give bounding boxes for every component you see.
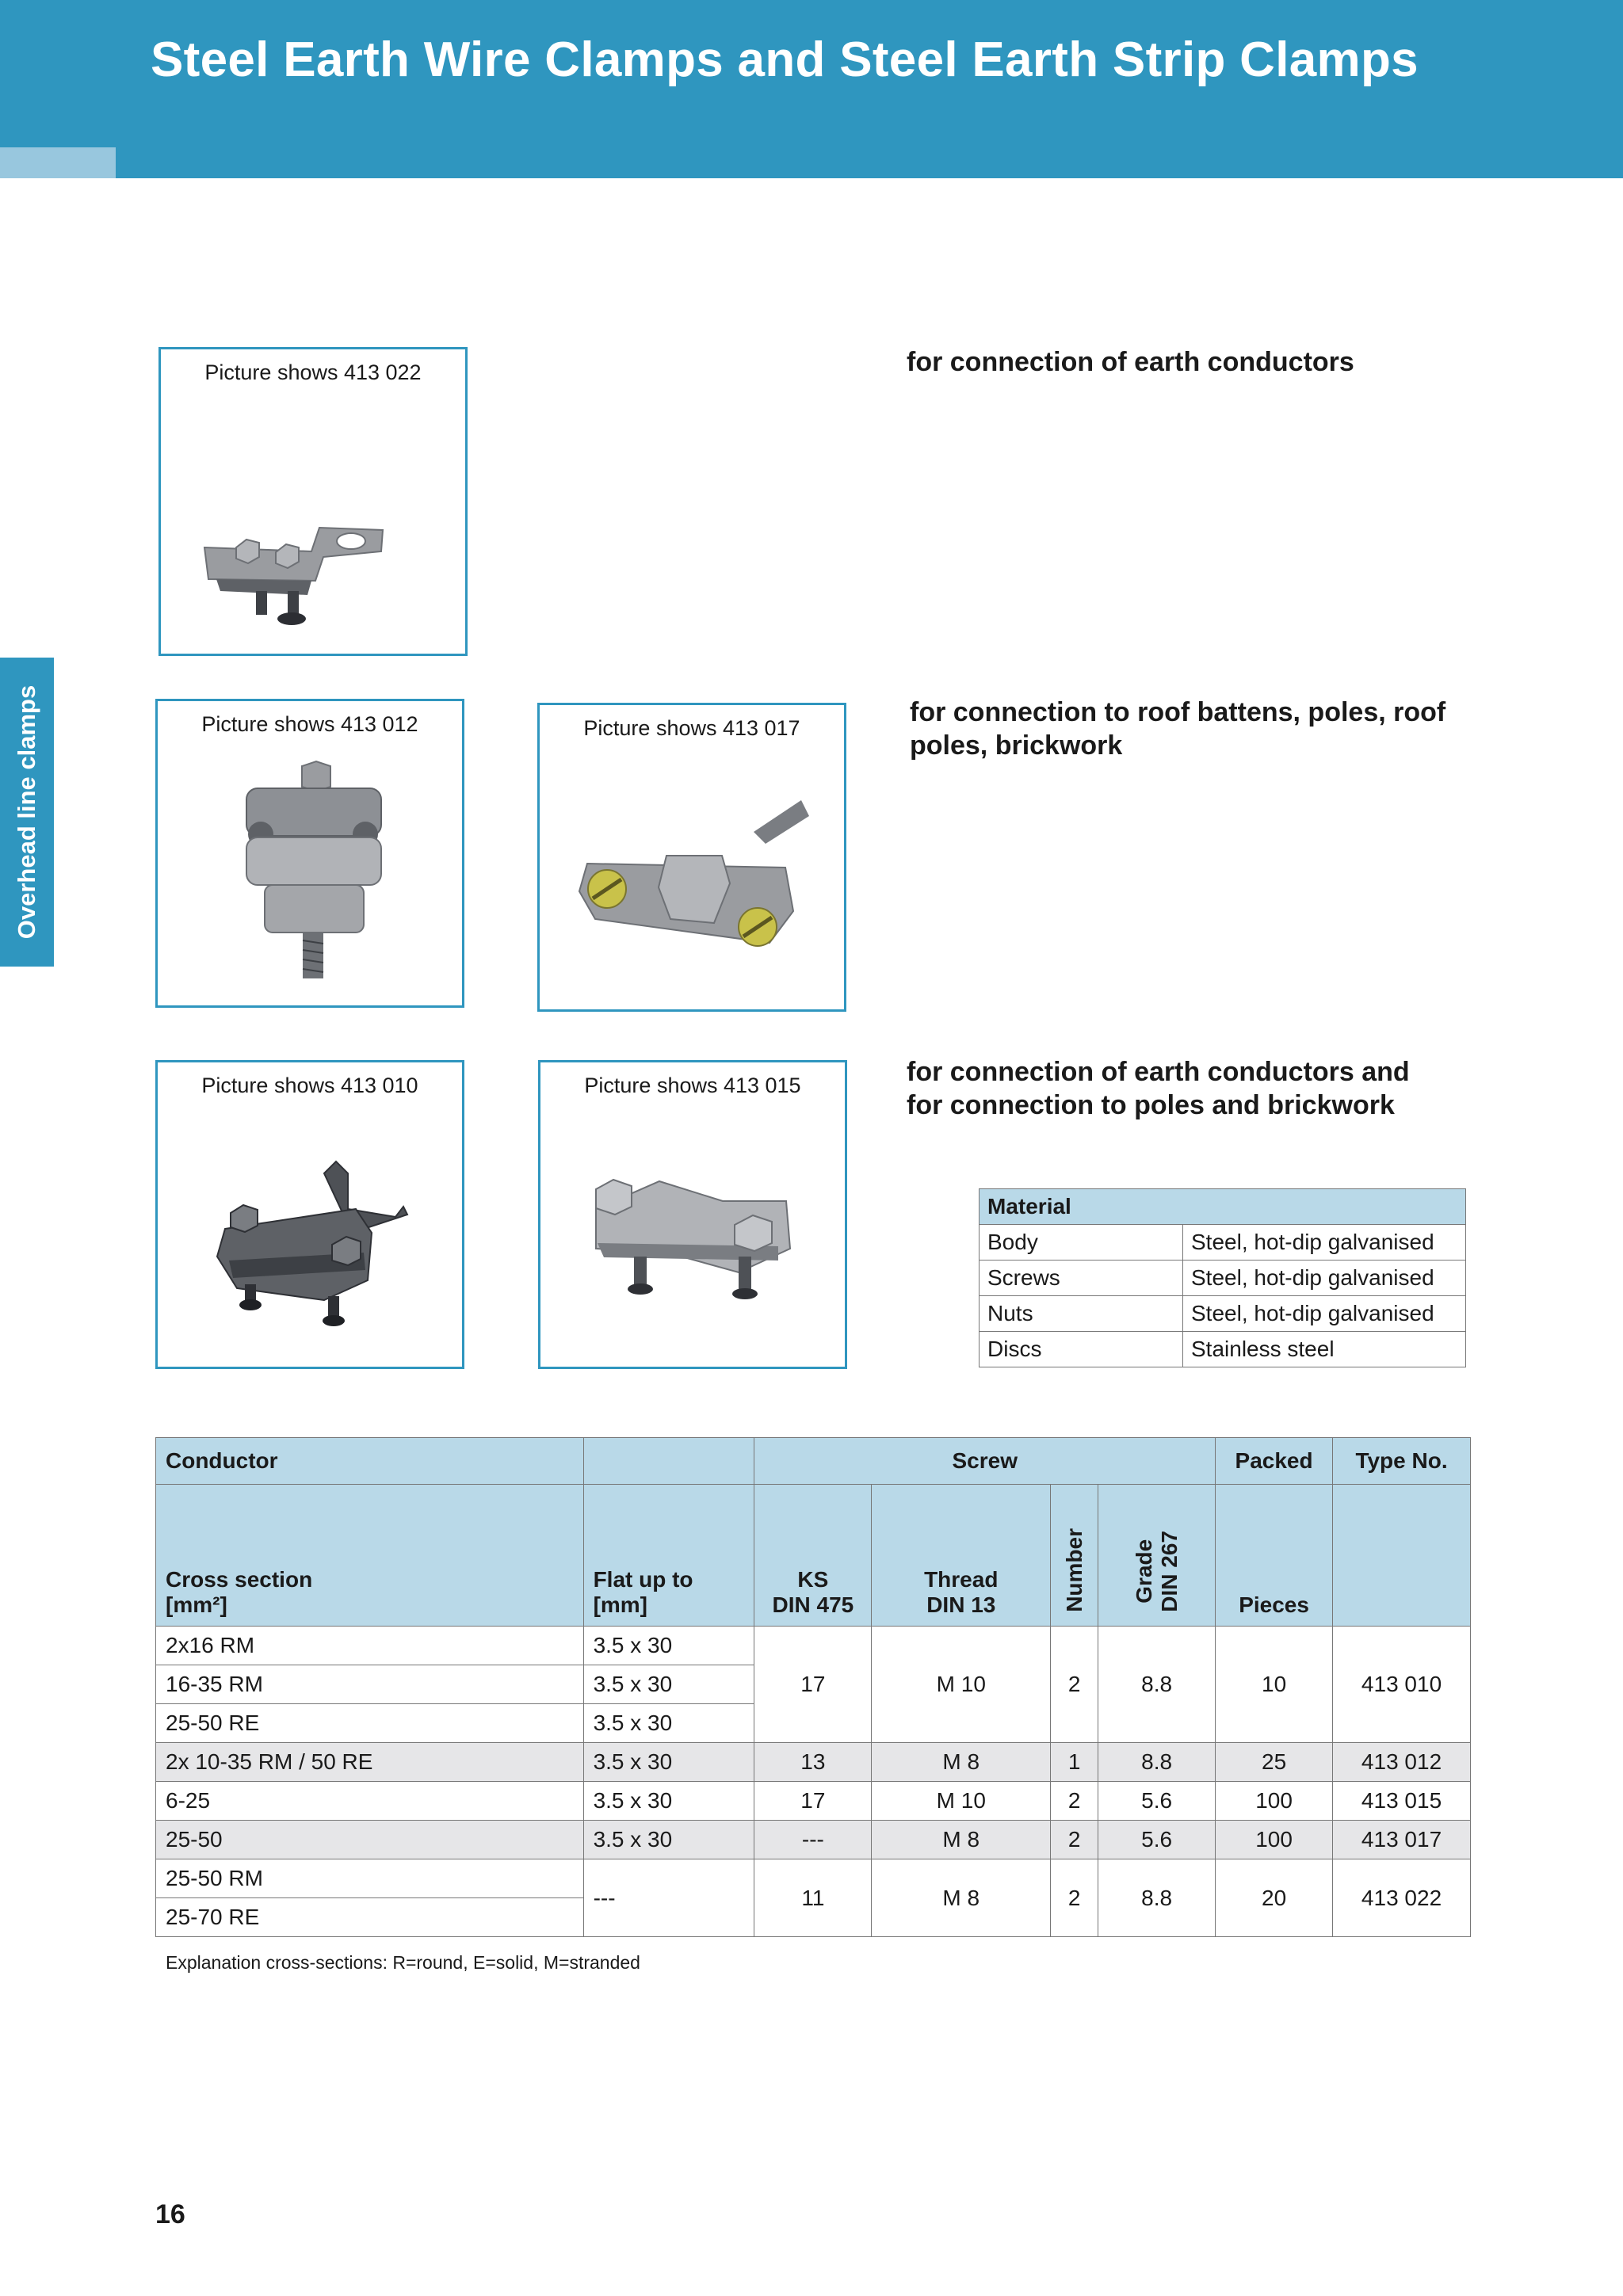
table-row [156, 1627, 1471, 1665]
table-row [156, 1859, 1471, 1898]
cell-thread: M 8 [872, 1821, 1051, 1859]
cell-type: 413 015 [1333, 1782, 1471, 1821]
material-header: Material [980, 1189, 1466, 1225]
cell-ks: --- [754, 1821, 872, 1859]
header-thread [872, 1485, 1051, 1627]
cell-cross: 25-50 [156, 1821, 584, 1859]
table-row [156, 1821, 1471, 1859]
table-row [156, 1743, 1471, 1782]
cell-cross: 25-50 RM [156, 1859, 584, 1898]
header-number-label: Number [1061, 1528, 1086, 1612]
material-part: Screws [980, 1261, 1183, 1296]
material-row [980, 1296, 1466, 1332]
header-packed: Packed [1216, 1438, 1333, 1485]
header-grade [1098, 1485, 1216, 1627]
header-number [1051, 1485, 1098, 1627]
header-empty [583, 1438, 754, 1485]
header-conductor: Conductor [156, 1438, 584, 1485]
specs-sub-header-row [156, 1485, 1471, 1627]
cell-type: 413 012 [1333, 1743, 1471, 1782]
page-title: Steel Earth Wire Clamps and Steel Earth Strip Clamps [151, 32, 1419, 87]
header-line: Thread [924, 1567, 999, 1592]
cell-cross: 6-25 [156, 1782, 584, 1821]
material-value: Stainless steel [1183, 1332, 1466, 1367]
header-line: DIN 13 [926, 1592, 996, 1617]
material-row [980, 1261, 1466, 1296]
cell-thread: M 10 [872, 1782, 1051, 1821]
heading-line: for connection of earth conductors and [907, 1057, 1410, 1087]
cell-pieces: 25 [1216, 1743, 1333, 1782]
page-number: 16 [155, 2199, 185, 2229]
heading-earth-conductors: for connection of earth conductors [907, 347, 1354, 377]
header-line: Grade [1131, 1539, 1156, 1604]
cell-ks: 17 [754, 1627, 872, 1743]
header-flat [583, 1485, 754, 1627]
header-line: [mm²] [166, 1592, 227, 1617]
cell-grade: 8.8 [1098, 1859, 1216, 1937]
clamp-413-017-image [540, 705, 849, 1014]
header-line: DIN 475 [772, 1592, 854, 1617]
cell-flat: --- [583, 1859, 754, 1937]
cell-flat: 3.5 x 30 [583, 1627, 754, 1665]
picture-caption: Picture shows 413 012 [201, 712, 418, 736]
cell-number: 2 [1051, 1821, 1098, 1859]
cell-number: 2 [1051, 1782, 1098, 1821]
cell-cross: 2x16 RM [156, 1627, 584, 1665]
picture-caption: Picture shows 413 022 [204, 360, 422, 384]
cell-flat: 3.5 x 30 [583, 1782, 754, 1821]
header-line: [mm] [593, 1592, 648, 1617]
cell-number: 1 [1051, 1743, 1098, 1782]
picture-box-413-010 [155, 1060, 464, 1369]
heading-roof-battens: for connection to roof battens, poles, roof poles, brickwork [910, 697, 1446, 761]
header-pieces: Pieces [1216, 1485, 1333, 1627]
cell-type: 413 010 [1333, 1627, 1471, 1743]
material-value: Steel, hot-dip galvanised [1183, 1225, 1466, 1261]
picture-caption: Picture shows 413 017 [583, 716, 800, 740]
header-accent-bar [0, 147, 116, 178]
clamp-413-015-image [540, 1062, 850, 1371]
material-table [979, 1188, 1466, 1367]
header-grade-label [1132, 1531, 1182, 1612]
header-cross-section [156, 1485, 584, 1627]
header-line: KS [797, 1567, 829, 1592]
header-line: DIN 267 [1156, 1531, 1182, 1612]
cell-flat: 3.5 x 30 [583, 1665, 754, 1704]
picture-caption: Picture shows 413 015 [584, 1074, 801, 1097]
cell-ks: 11 [754, 1859, 872, 1937]
cell-pieces: 20 [1216, 1859, 1333, 1937]
material-part: Nuts [980, 1296, 1183, 1332]
cell-flat: 3.5 x 30 [583, 1743, 754, 1782]
header-ks [754, 1485, 872, 1627]
header-type-no: Type No. [1333, 1438, 1471, 1485]
cell-number: 2 [1051, 1627, 1098, 1743]
header-line: Cross section [166, 1567, 313, 1592]
cell-number: 2 [1051, 1859, 1098, 1937]
cell-type: 413 017 [1333, 1821, 1471, 1859]
cell-ks: 17 [754, 1782, 872, 1821]
header-type-empty [1333, 1485, 1471, 1627]
material-part: Discs [980, 1332, 1183, 1367]
header-screw: Screw [754, 1438, 1216, 1485]
side-tab-label: Overhead line clamps [13, 685, 40, 940]
picture-caption: Picture shows 413 010 [201, 1074, 418, 1097]
header-line: Flat up to [593, 1567, 693, 1592]
clamp-413-012-image [158, 701, 467, 1010]
cell-cross: 2x 10-35 RM / 50 RE [156, 1743, 584, 1782]
table-row [156, 1782, 1471, 1821]
material-part: Body [980, 1225, 1183, 1261]
cell-cross: 16-35 RM [156, 1665, 584, 1704]
cell-flat: 3.5 x 30 [583, 1821, 754, 1859]
cell-flat: 3.5 x 30 [583, 1704, 754, 1743]
picture-box-413-017 [537, 703, 846, 1012]
specs-group-header-row [156, 1438, 1471, 1485]
cell-pieces: 10 [1216, 1627, 1333, 1743]
cell-grade: 5.6 [1098, 1821, 1216, 1859]
cell-cross: 25-50 RE [156, 1704, 584, 1743]
clamp-413-010-image [158, 1062, 467, 1371]
picture-box-413-012 [155, 699, 464, 1008]
footnote: Explanation cross-sections: R=round, E=solid, M=stranded [166, 1952, 640, 1973]
cell-thread: M 10 [872, 1627, 1051, 1743]
material-value: Steel, hot-dip galvanised [1183, 1261, 1466, 1296]
material-row [980, 1332, 1466, 1367]
specs-table [155, 1437, 1471, 1937]
cell-pieces: 100 [1216, 1782, 1333, 1821]
cell-grade: 8.8 [1098, 1743, 1216, 1782]
material-header-row [980, 1189, 1466, 1225]
cell-grade: 8.8 [1098, 1627, 1216, 1743]
cell-type: 413 022 [1333, 1859, 1471, 1937]
page-header [0, 0, 1623, 178]
section-side-tab [0, 658, 54, 967]
cell-pieces: 100 [1216, 1821, 1333, 1859]
material-row [980, 1225, 1466, 1261]
heading-line: for connection to poles and brickwork [907, 1090, 1395, 1120]
picture-box-413-015 [538, 1060, 847, 1369]
cell-ks: 13 [754, 1743, 872, 1782]
material-value: Steel, hot-dip galvanised [1183, 1296, 1466, 1332]
cell-thread: M 8 [872, 1743, 1051, 1782]
cell-thread: M 8 [872, 1859, 1051, 1937]
cell-grade: 5.6 [1098, 1782, 1216, 1821]
picture-box-413-022 [158, 347, 468, 656]
cell-cross: 25-70 RE [156, 1898, 584, 1937]
clamp-413-022-image [161, 349, 470, 658]
heading-poles-brickwork [907, 1055, 1525, 1122]
